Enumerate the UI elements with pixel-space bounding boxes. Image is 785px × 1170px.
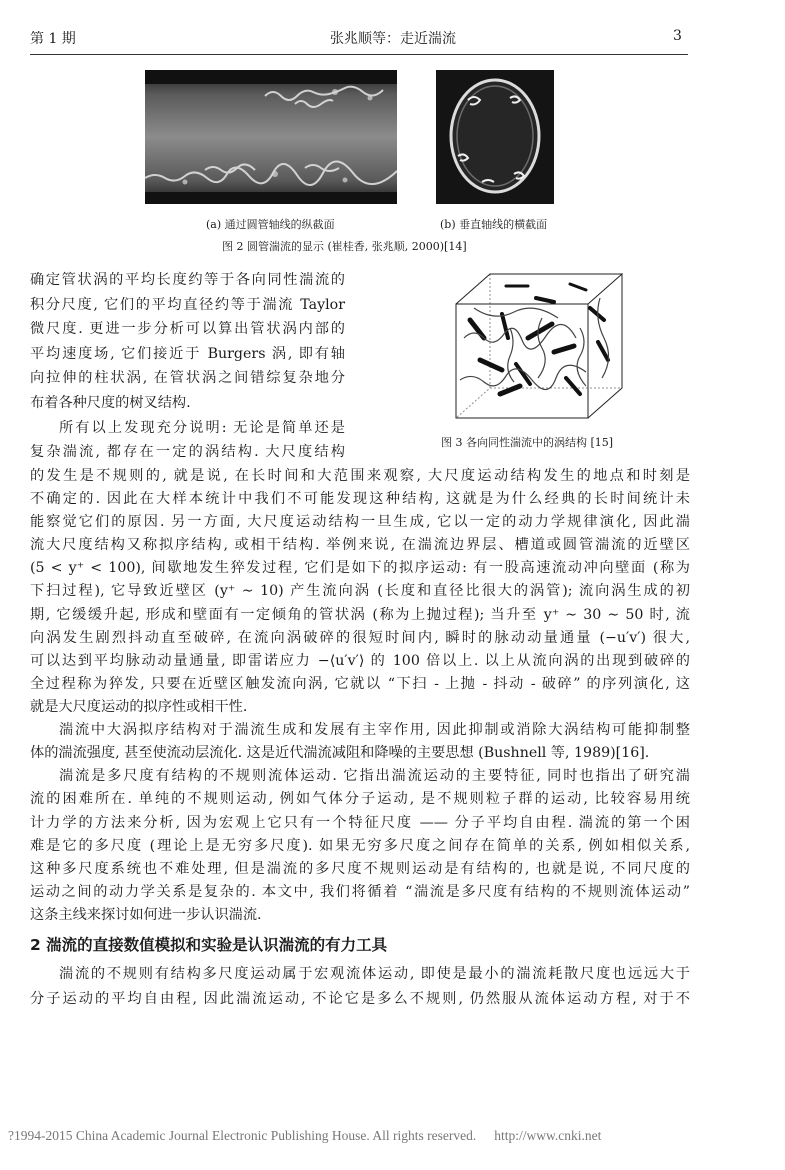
body-line: 湍流的不规则有结构多尺度运动属于宏观流体运动, 即使是最小的湍流耗散尺度也远远大于 (59, 966, 690, 982)
body-line: 就是大尺度运动的拟序性或相干性. (30, 698, 248, 715)
body-line: 难是它的多尺度 (理论上是无穷多尺度). 如果无穷多尺度之间存在简单的关系, 例如相似关系, (30, 837, 690, 854)
body-line: 所有以上发现充分说明: 无论是简单还是 (59, 419, 345, 436)
header-rule (30, 54, 688, 55)
body-line: 流的困难所在. 单纯的不规则运动, 例如气体分子运动, 是不规则粒子群的运动, 比较容易用统 (30, 791, 690, 808)
figure3-image (450, 268, 630, 426)
body-line: 可以达到平均脉动动量通量, 即雷诺应力 −⟨u′v′⟩ 的 100 倍以上. 以上从流向涡的出现到破碎的 (30, 652, 690, 669)
figure2a-caption: (a) 通过圆管轴线的纵截面 (206, 218, 335, 231)
body-line: 这条主线来探讨如何进一步认识湍流. (30, 906, 262, 923)
figure2-caption: 图 2 圆管湍流的显示 (崔桂香, 张兆顺, 2000)[14] (222, 240, 467, 253)
body-line: 流大尺度结构又称拟序结构, 或相干结构. 举例来说, 在湍流边界层、槽道或圆管湍流的近壁区 (30, 537, 690, 554)
header-page-number: 3 (673, 28, 682, 44)
section-title: 2 湍流的直接数值模拟和实验是认识湍流的有力工具 (30, 936, 388, 954)
figure3-caption: 图 3 各向同性湍流中的涡结构 [15] (441, 436, 614, 449)
body-line: 平均速度场, 它们接近于 Burgers 涡, 即有轴 (30, 345, 345, 362)
body-line: 运动之间的动力学关系是复杂的. 本文中, 我们将循着 “湍流是多尺度有结构的不规则流体运动” (30, 883, 690, 900)
body-line: 布着各种尺度的树叉结构. (30, 395, 191, 411)
body-line: 向拉伸的柱状涡, 在管状涡之间错综复杂地分 (30, 370, 345, 387)
footer-url: http://www.cnki.net (494, 1128, 602, 1143)
body-line: 下扫过程), 它导致近壁区 (y⁺ ∼ 10) 产生流向涡 (长度和直径比很大的涡管); 流向涡生成的初 (30, 583, 690, 600)
body-line: 计力学的方法来分析, 因为宏观上它只有一个特征尺度 —— 分子平均自由程. 湍流的第一个困 (30, 814, 690, 831)
header-title: 张兆顺等：走近湍流 (330, 31, 456, 47)
figure2b-caption: (b) 垂直轴线的横截面 (440, 218, 548, 231)
body-line: 的发生是不规则的, 就是说, 在长时间和大范围来观察, 大尺度运动结构发生的地点和时刻是 (30, 467, 690, 484)
footer-copyright: ?1994-2015 China Academic Journal Electronic Publishing House. All rights reserved. (8, 1128, 477, 1143)
figure2a-image (145, 70, 397, 204)
body-line: 积分尺度, 它们的平均直径约等于湍流 Taylor (30, 296, 345, 313)
body-line: 这种多尺度系统也不难处理, 但是湍流的多尺度不规则运动是有结构的, 也就是说, 不同尺度的 (30, 860, 690, 877)
body-line: 确定管状涡的平均长度约等于各向同性湍流的 (30, 272, 345, 288)
body-line: 微尺度. 更进一步分析可以算出管状涡内部的 (30, 321, 345, 338)
body-line: 不确定的. 因此在大样本统计中我们不可能发现这种结构, 这就是为什么经典的长时间统计未 (30, 490, 690, 507)
body-line: 体的湍流强度, 甚至使流动层流化. 这是近代湍流减阻和降噪的主要思想 (Bushnell 等, 1989)[16]. (30, 745, 650, 762)
body-line: 复杂湍流, 都存在一定的涡结构. 大尺度结构 (30, 444, 345, 461)
body-line: (5 < y⁺ < 100), 间歇地发生猝发过程, 它们是如下的拟序运动: 有一股高速流动冲向壁面 (称为 (30, 560, 690, 577)
body-line: 能察觉它们的原因. 另一方面, 大尺度运动结构一旦生成, 它以一定的动力学规律演化, 因此湍 (30, 514, 690, 530)
header-issue: 第 1 期 (30, 31, 76, 47)
body-line: 向涡发生剧烈抖动直至破碎, 在流向涡破碎的很短时间内, 瞬时的脉动动量通量 (−u′v′) 很大, (30, 629, 690, 646)
footer (8, 1128, 601, 1144)
body-line: 湍流是多尺度有结构的不规则流体运动. 它指出湍流运动的主要特征, 同时也指出了研究湍 (59, 768, 690, 785)
body-line: 分子运动的平均自由程, 因此湍流运动, 不论它是多么不规则, 仍然服从流体运动方程, 对于不 (30, 990, 690, 1007)
body-line: 全过程称为猝发, 只要在近壁区触发流向涡, 它就以 “下扫 - 上抛 - 抖动 - 破碎” 的序列演化, 这 (30, 675, 690, 692)
body-line: 湍流中大涡拟序结构对于湍流生成和发展有主宰作用, 因此抑制或消除大涡结构可能抑制整 (59, 722, 690, 738)
body-line: 期, 它缓缓升起, 形成和壁面有一定倾角的管状涡 (称为上抛过程); 当升至 y⁺ ∼ 30 ∼ 50 时, 流 (30, 606, 690, 623)
figure2b-image (436, 70, 554, 204)
